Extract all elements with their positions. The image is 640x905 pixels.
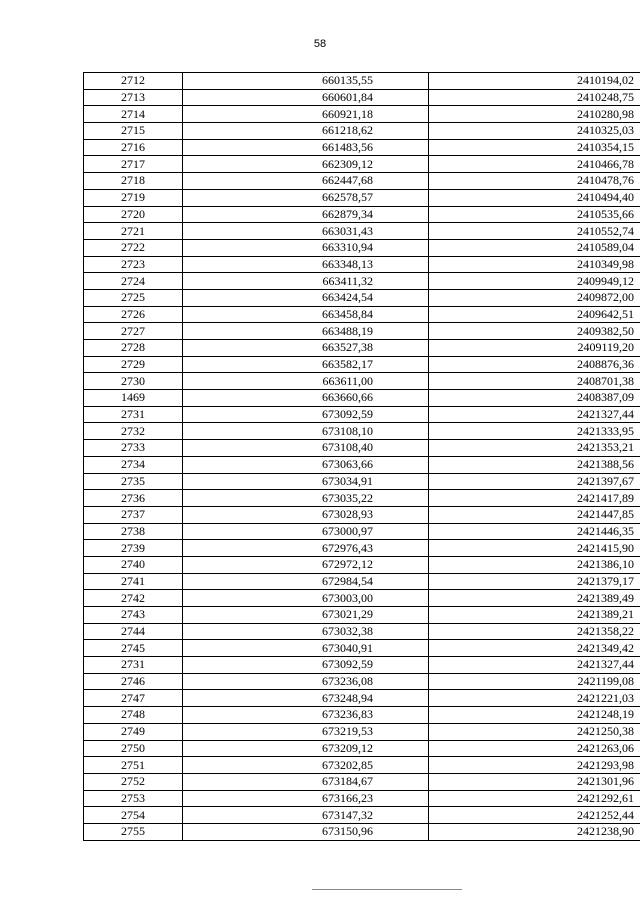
x-coordinate-cell: 673236,83 <box>183 707 429 724</box>
point-number-cell: 2736 <box>84 490 183 507</box>
y-coordinate-cell: 2408876,36 <box>429 356 640 373</box>
point-number-cell: 2716 <box>84 139 183 156</box>
table-row <box>84 189 640 206</box>
point-number-cell: 2752 <box>84 773 183 790</box>
y-coordinate-cell: 2410478,76 <box>429 173 640 190</box>
y-coordinate-cell: 2421349,42 <box>429 640 640 657</box>
y-coordinate-cell: 2421358,22 <box>429 623 640 640</box>
table-row <box>84 106 640 123</box>
x-coordinate-cell: 673219,53 <box>183 723 429 740</box>
table-row <box>84 506 640 523</box>
x-coordinate-cell: 662447,68 <box>183 173 429 190</box>
table-row <box>84 707 640 724</box>
x-coordinate-cell: 673021,29 <box>183 607 429 624</box>
table-row <box>84 456 640 473</box>
y-coordinate-cell: 2409119,20 <box>429 340 640 357</box>
x-coordinate-cell: 672976,43 <box>183 540 429 557</box>
x-coordinate-cell: 673150,96 <box>183 823 429 840</box>
x-coordinate-cell: 663424,54 <box>183 289 429 306</box>
point-number-cell: 2735 <box>84 473 183 490</box>
table-row <box>84 640 640 657</box>
x-coordinate-cell: 673000,97 <box>183 523 429 540</box>
table-row <box>84 273 640 290</box>
x-coordinate-cell: 673166,23 <box>183 790 429 807</box>
table-row <box>84 123 640 140</box>
x-coordinate-cell: 661218,62 <box>183 123 429 140</box>
y-coordinate-cell: 2408701,38 <box>429 373 640 390</box>
y-coordinate-cell: 2421415,90 <box>429 540 640 557</box>
x-coordinate-cell: 673028,93 <box>183 506 429 523</box>
table-row <box>84 607 640 624</box>
coordinates-table <box>83 72 640 841</box>
y-coordinate-cell: 2410354,15 <box>429 139 640 156</box>
table-row <box>84 373 640 390</box>
y-coordinate-cell: 2421250,38 <box>429 723 640 740</box>
point-number-cell: 2713 <box>84 89 183 106</box>
x-coordinate-cell: 673108,40 <box>183 440 429 457</box>
y-coordinate-cell: 2410280,98 <box>429 106 640 123</box>
y-coordinate-cell: 2421238,90 <box>429 823 640 840</box>
point-number-cell: 2739 <box>84 540 183 557</box>
table-row <box>84 89 640 106</box>
table-row <box>84 673 640 690</box>
table-row <box>84 323 640 340</box>
point-number-cell: 2738 <box>84 523 183 540</box>
point-number-cell: 2747 <box>84 690 183 707</box>
x-coordinate-cell: 660601,84 <box>183 89 429 106</box>
table-row <box>84 289 640 306</box>
table-row <box>84 490 640 507</box>
point-number-cell: 2734 <box>84 456 183 473</box>
table-row <box>84 356 640 373</box>
point-number-cell: 1469 <box>84 390 183 407</box>
x-coordinate-cell: 673040,91 <box>183 640 429 657</box>
y-coordinate-cell: 2410325,03 <box>429 123 640 140</box>
point-number-cell: 2722 <box>84 239 183 256</box>
point-number-cell: 2724 <box>84 273 183 290</box>
point-number-cell: 2731 <box>84 406 183 423</box>
table-row <box>84 523 640 540</box>
point-number-cell: 2753 <box>84 790 183 807</box>
y-coordinate-cell: 2421379,17 <box>429 573 640 590</box>
table-row <box>84 139 640 156</box>
y-coordinate-cell: 2421333,95 <box>429 423 640 440</box>
coordinates-table-body <box>84 73 640 841</box>
y-coordinate-cell: 2421199,08 <box>429 673 640 690</box>
table-row <box>84 590 640 607</box>
y-coordinate-cell: 2410535,66 <box>429 206 640 223</box>
y-coordinate-cell: 2421447,85 <box>429 506 640 523</box>
point-number-cell: 2714 <box>84 106 183 123</box>
x-coordinate-cell: 673035,22 <box>183 490 429 507</box>
point-number-cell: 2712 <box>84 73 183 90</box>
point-number-cell: 2730 <box>84 373 183 390</box>
point-number-cell: 2745 <box>84 640 183 657</box>
point-number-cell: 2727 <box>84 323 183 340</box>
y-coordinate-cell: 2421292,61 <box>429 790 640 807</box>
x-coordinate-cell: 662578,57 <box>183 189 429 206</box>
table-row <box>84 340 640 357</box>
point-number-cell: 2733 <box>84 440 183 457</box>
x-coordinate-cell: 663611,00 <box>183 373 429 390</box>
point-number-cell: 2748 <box>84 707 183 724</box>
point-number-cell: 2741 <box>84 573 183 590</box>
y-coordinate-cell: 2421327,44 <box>429 657 640 674</box>
table-row <box>84 757 640 774</box>
point-number-cell: 2751 <box>84 757 183 774</box>
point-number-cell: 2732 <box>84 423 183 440</box>
table-row <box>84 406 640 423</box>
x-coordinate-cell: 673092,59 <box>183 406 429 423</box>
point-number-cell: 2754 <box>84 807 183 824</box>
x-coordinate-cell: 673003,00 <box>183 590 429 607</box>
y-coordinate-cell: 2410466,78 <box>429 156 640 173</box>
point-number-cell: 2740 <box>84 556 183 573</box>
x-coordinate-cell: 673248,94 <box>183 690 429 707</box>
x-coordinate-cell: 673063,66 <box>183 456 429 473</box>
y-coordinate-cell: 2410589,04 <box>429 239 640 256</box>
y-coordinate-cell: 2409382,50 <box>429 323 640 340</box>
x-coordinate-cell: 673184,67 <box>183 773 429 790</box>
x-coordinate-cell: 662309,12 <box>183 156 429 173</box>
table-row <box>84 556 640 573</box>
point-number-cell: 2729 <box>84 356 183 373</box>
x-coordinate-cell: 663582,17 <box>183 356 429 373</box>
table-row <box>84 206 640 223</box>
x-coordinate-cell: 663348,13 <box>183 256 429 273</box>
point-number-cell: 2717 <box>84 156 183 173</box>
x-coordinate-cell: 663660,66 <box>183 390 429 407</box>
y-coordinate-cell: 2421263,06 <box>429 740 640 757</box>
point-number-cell: 2755 <box>84 823 183 840</box>
x-coordinate-cell: 673202,85 <box>183 757 429 774</box>
y-coordinate-cell: 2410552,74 <box>429 223 640 240</box>
x-coordinate-cell: 673108,10 <box>183 423 429 440</box>
x-coordinate-cell: 673092,59 <box>183 657 429 674</box>
y-coordinate-cell: 2410349,98 <box>429 256 640 273</box>
point-number-cell: 2742 <box>84 590 183 607</box>
table-row <box>84 306 640 323</box>
y-coordinate-cell: 2421293,98 <box>429 757 640 774</box>
x-coordinate-cell: 663031,43 <box>183 223 429 240</box>
table-row <box>84 573 640 590</box>
y-coordinate-cell: 2421248,19 <box>429 707 640 724</box>
x-coordinate-cell: 673209,12 <box>183 740 429 757</box>
table-row <box>84 723 640 740</box>
y-coordinate-cell: 2421397,67 <box>429 473 640 490</box>
bottom-divider <box>312 889 462 890</box>
point-number-cell: 2723 <box>84 256 183 273</box>
x-coordinate-cell: 661483,56 <box>183 139 429 156</box>
x-coordinate-cell: 660921,18 <box>183 106 429 123</box>
x-coordinate-cell: 673032,38 <box>183 623 429 640</box>
y-coordinate-cell: 2409642,51 <box>429 306 640 323</box>
y-coordinate-cell: 2421252,44 <box>429 807 640 824</box>
point-number-cell: 2721 <box>84 223 183 240</box>
y-coordinate-cell: 2421386,10 <box>429 556 640 573</box>
table-row <box>84 807 640 824</box>
point-number-cell: 2731 <box>84 657 183 674</box>
point-number-cell: 2737 <box>84 506 183 523</box>
x-coordinate-cell: 663527,38 <box>183 340 429 357</box>
x-coordinate-cell: 672984,54 <box>183 573 429 590</box>
table-row <box>84 740 640 757</box>
table-row <box>84 173 640 190</box>
table-row <box>84 823 640 840</box>
table-row <box>84 540 640 557</box>
table-row <box>84 473 640 490</box>
point-number-cell: 2719 <box>84 189 183 206</box>
x-coordinate-cell: 663411,32 <box>183 273 429 290</box>
table-row <box>84 256 640 273</box>
x-coordinate-cell: 663458,84 <box>183 306 429 323</box>
y-coordinate-cell: 2409949,12 <box>429 273 640 290</box>
point-number-cell: 2715 <box>84 123 183 140</box>
x-coordinate-cell: 673034,91 <box>183 473 429 490</box>
point-number-cell: 2750 <box>84 740 183 757</box>
point-number-cell: 2743 <box>84 607 183 624</box>
y-coordinate-cell: 2421417,89 <box>429 490 640 507</box>
y-coordinate-cell: 2410494,40 <box>429 189 640 206</box>
y-coordinate-cell: 2421389,21 <box>429 607 640 624</box>
point-number-cell: 2718 <box>84 173 183 190</box>
y-coordinate-cell: 2421353,21 <box>429 440 640 457</box>
point-number-cell: 2725 <box>84 289 183 306</box>
table-row <box>84 773 640 790</box>
table-row <box>84 223 640 240</box>
x-coordinate-cell: 660135,55 <box>183 73 429 90</box>
y-coordinate-cell: 2409872,00 <box>429 289 640 306</box>
point-number-cell: 2746 <box>84 673 183 690</box>
y-coordinate-cell: 2421301,96 <box>429 773 640 790</box>
table-row <box>84 440 640 457</box>
point-number-cell: 2728 <box>84 340 183 357</box>
table-row <box>84 423 640 440</box>
y-coordinate-cell: 2421446,35 <box>429 523 640 540</box>
x-coordinate-cell: 672972,12 <box>183 556 429 573</box>
table-row <box>84 623 640 640</box>
y-coordinate-cell: 2421221,03 <box>429 690 640 707</box>
x-coordinate-cell: 663488,19 <box>183 323 429 340</box>
y-coordinate-cell: 2421388,56 <box>429 456 640 473</box>
y-coordinate-cell: 2408387,09 <box>429 390 640 407</box>
table-row <box>84 73 640 90</box>
table-row <box>84 657 640 674</box>
point-number-cell: 2749 <box>84 723 183 740</box>
x-coordinate-cell: 673236,08 <box>183 673 429 690</box>
table-row <box>84 790 640 807</box>
point-number-cell: 2744 <box>84 623 183 640</box>
table-row <box>84 156 640 173</box>
point-number-cell: 2726 <box>84 306 183 323</box>
x-coordinate-cell: 663310,94 <box>183 239 429 256</box>
table-row <box>84 239 640 256</box>
y-coordinate-cell: 2421389,49 <box>429 590 640 607</box>
y-coordinate-cell: 2410194,02 <box>429 73 640 90</box>
y-coordinate-cell: 2410248,75 <box>429 89 640 106</box>
page-number: 58 <box>313 38 327 50</box>
x-coordinate-cell: 662879,34 <box>183 206 429 223</box>
table-row <box>84 390 640 407</box>
table-row <box>84 690 640 707</box>
x-coordinate-cell: 673147,32 <box>183 807 429 824</box>
y-coordinate-cell: 2421327,44 <box>429 406 640 423</box>
point-number-cell: 2720 <box>84 206 183 223</box>
